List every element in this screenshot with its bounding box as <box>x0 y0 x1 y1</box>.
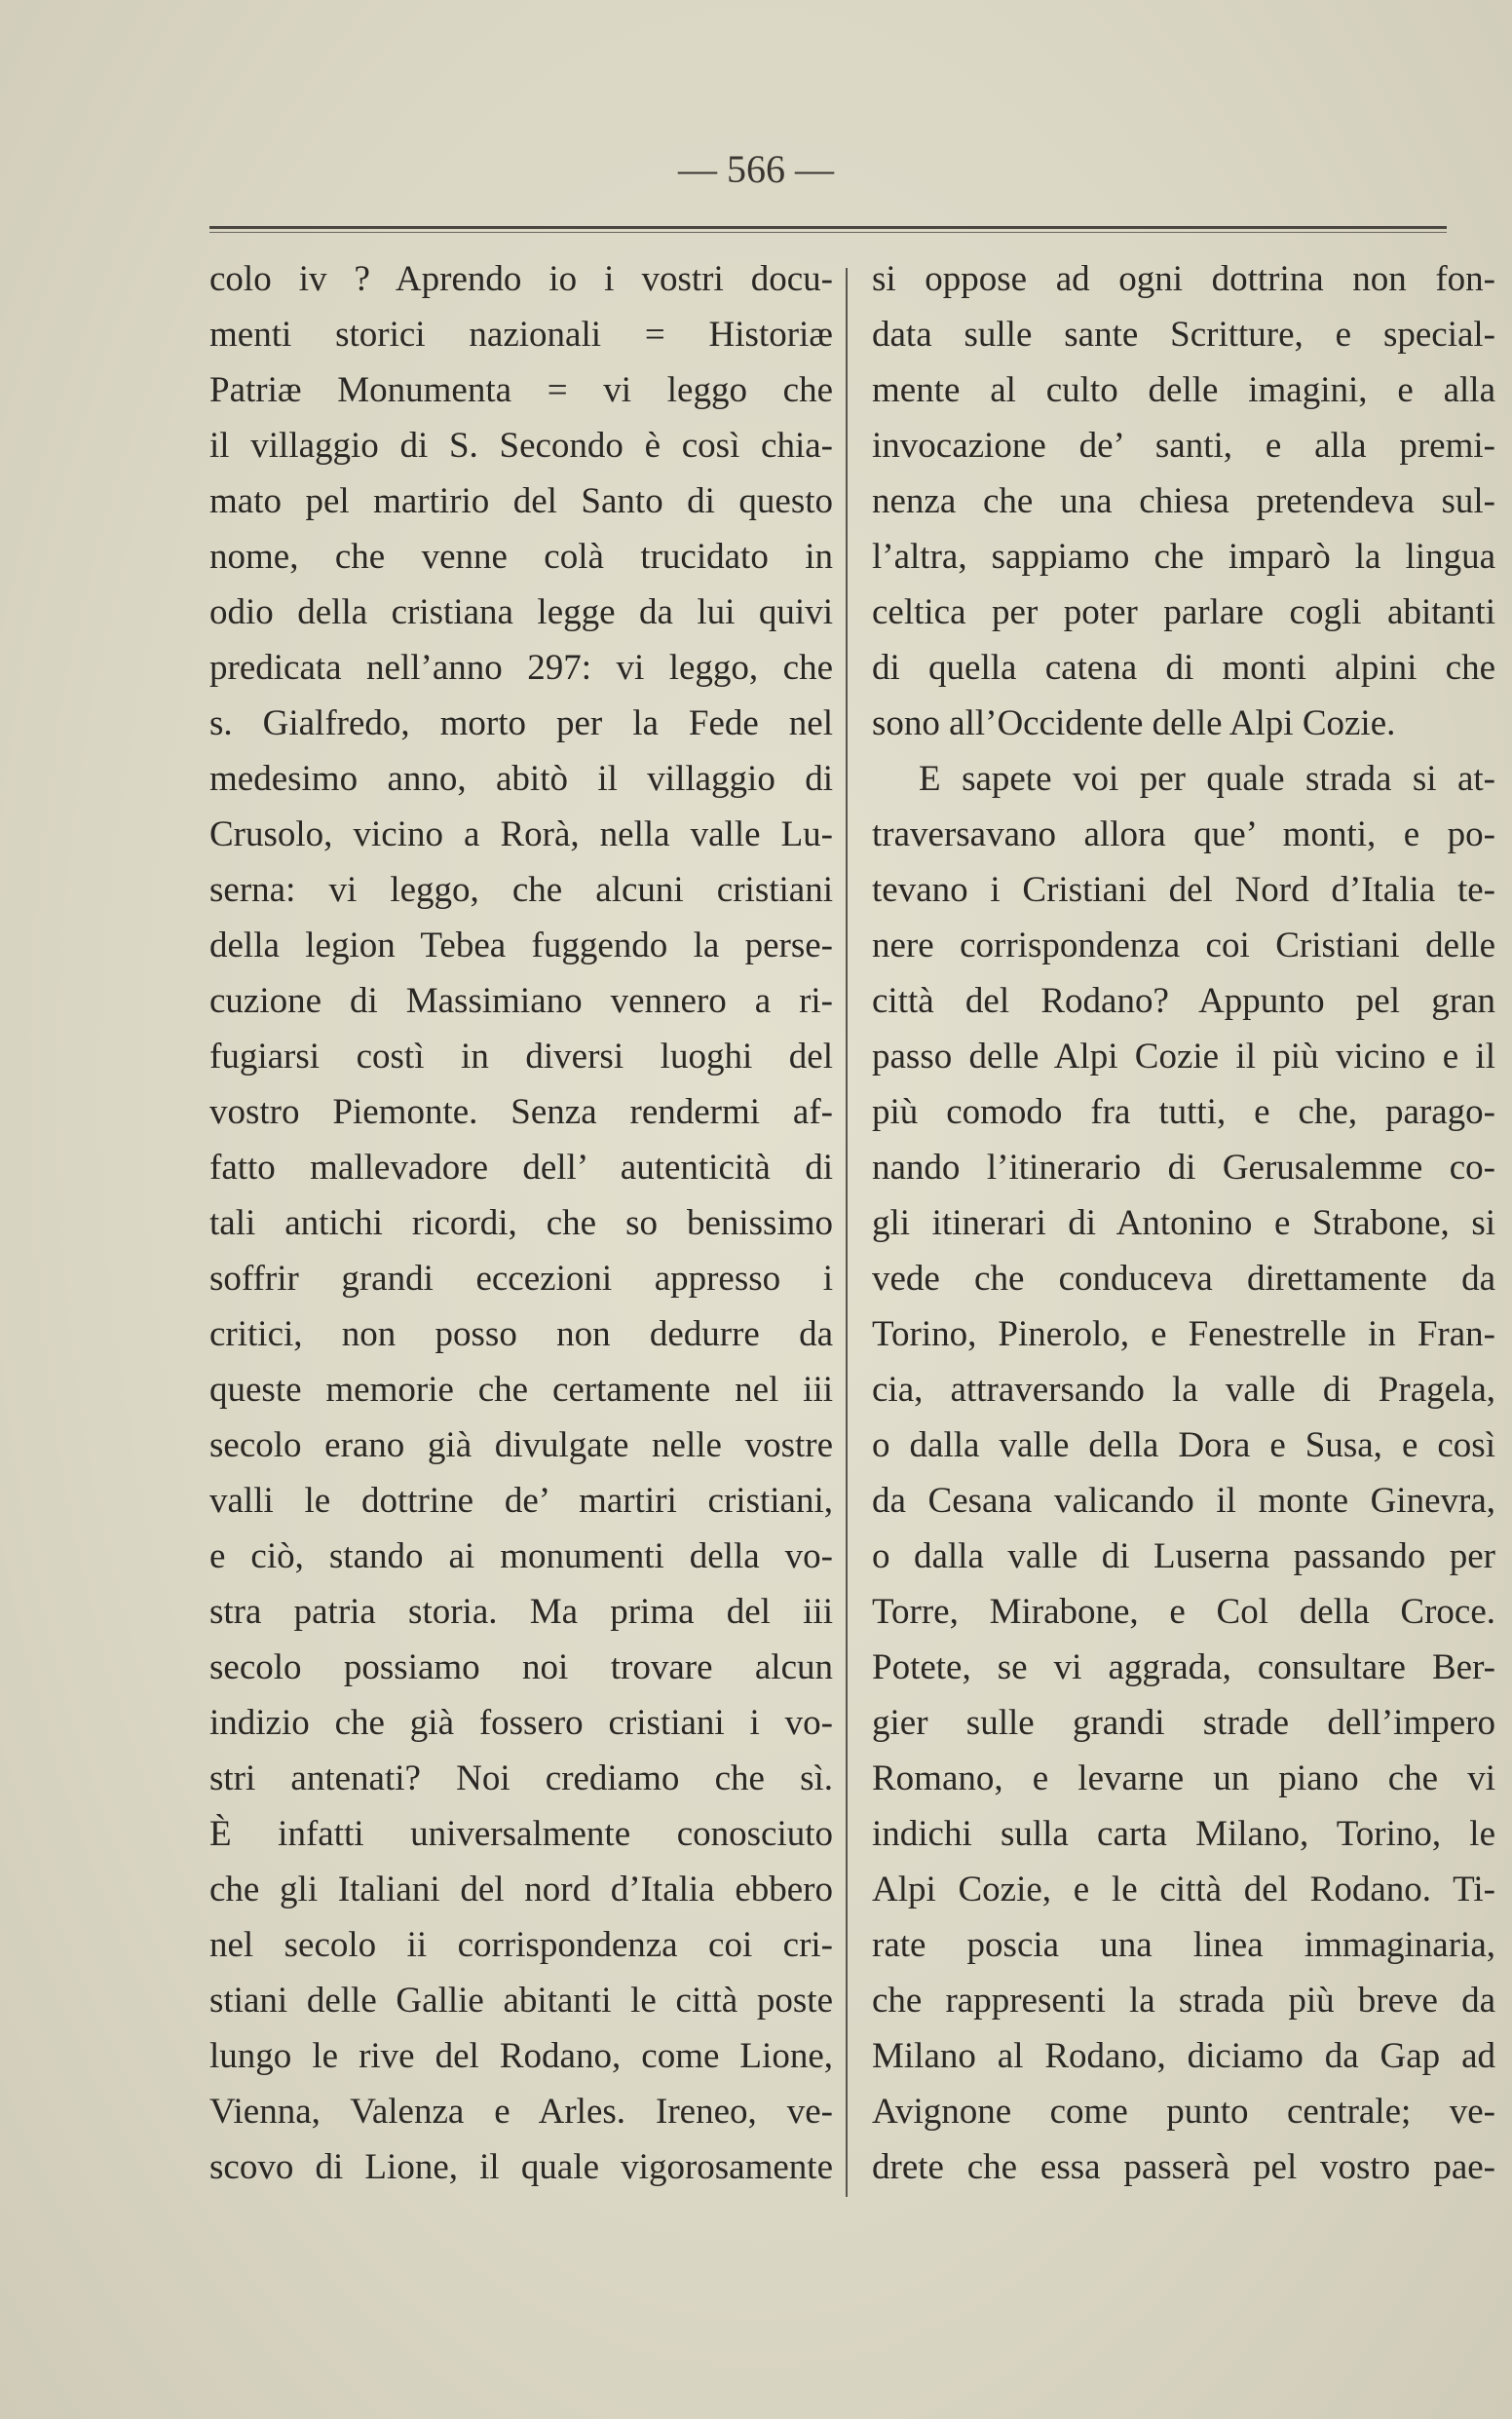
text-line: serna: vi leggo, che alcuni cristiani <box>209 870 833 910</box>
column-divider <box>846 268 848 2197</box>
text-line: il villaggio di S. Secondo è così chia- <box>209 426 833 466</box>
text-line: fatto mallevadore dell’ autenticità di <box>209 1148 833 1188</box>
text-line: che gli Italiani del nord d’Italia ebbero <box>209 1870 833 1909</box>
text-line: secolo erano già divulgate nelle vostre <box>209 1425 833 1465</box>
text-line: Patriæ Monumenta = vi leggo che <box>209 370 833 410</box>
text-line: Vienna, Valenza e Arles. Ireneo, ve- <box>209 2092 833 2132</box>
text-line: medesimo anno, abitò il villaggio di <box>209 759 833 799</box>
text-line: città del Rodano? Appunto pel gran <box>872 981 1495 1021</box>
text-line: stra patria storia. Ma prima del iii <box>209 1592 833 1632</box>
text-line: data sulle sante Scritture, e special- <box>872 315 1495 355</box>
text-line: gier sulle grandi strade dell’impero <box>872 1703 1495 1743</box>
text-line: stri antenati? Noi crediamo che sì. <box>209 1758 833 1798</box>
page-number: — 566 — <box>678 147 834 191</box>
text-line: secolo possiamo noi trovare alcun <box>209 1647 833 1687</box>
text-line: tali antichi ricordi, che so benissimo <box>209 1203 833 1243</box>
text-line: indichi sulla carta Milano, Torino, le <box>872 1814 1495 1854</box>
text-line: colo iv ? Aprendo io i vostri docu- <box>209 259 833 299</box>
text-line: È infatti universalmente conosciuto <box>209 1814 833 1854</box>
text-line: da Cesana valicando il monte Ginevra, <box>872 1481 1495 1521</box>
text-line: stiani delle Gallie abitanti le città poste <box>209 1981 833 2021</box>
text-line: si oppose ad ogni dottrina non fon- <box>872 259 1495 299</box>
text-line: Avignone come punto centrale; ve- <box>872 2092 1495 2132</box>
text-line: valli le dottrine de’ martiri cristiani, <box>209 1481 833 1521</box>
text-line: soffrir grandi eccezioni appresso i <box>209 1259 833 1299</box>
text-line: menti storici nazionali = Historiæ <box>209 315 833 355</box>
text-line: nando l’itinerario di Gerusalemme co- <box>872 1148 1495 1188</box>
text-line: nome, che venne colà trucidato in <box>209 537 833 577</box>
text-line: vostro Piemonte. Senza rendermi af- <box>209 1092 833 1132</box>
text-line: s. Gialfredo, morto per la Fede nel <box>209 703 833 743</box>
text-line: sono all’Occidente delle Alpi Cozie. <box>872 703 1396 743</box>
text-line: scovo di Lione, il quale vigorosamente <box>209 2147 833 2187</box>
header-rule <box>209 226 1447 233</box>
text-line: nere corrispondenza coi Cristiani delle <box>872 926 1495 965</box>
text-line: rate poscia una linea immaginaria, <box>872 1925 1495 1965</box>
text-line: o dalla valle della Dora e Susa, e così <box>872 1425 1495 1465</box>
text-line: più comodo fra tutti, e che, parago- <box>872 1092 1495 1132</box>
text-line: Crusolo, vicino a Rorà, nella valle Lu- <box>209 814 833 854</box>
text-line: vede che conduceva direttamente da <box>872 1259 1495 1299</box>
text-line: l’altra, sappiamo che imparò la lingua <box>872 537 1495 577</box>
text-line: traversavano allora que’ monti, e po- <box>872 814 1495 854</box>
text-line: Romano, e levarne un piano che vi <box>872 1758 1495 1798</box>
text-line: drete che essa passerà pel vostro pae- <box>872 2147 1495 2187</box>
text-line: di quella catena di monti alpini che <box>872 648 1495 688</box>
text-line: Alpi Cozie, e le città del Rodano. Ti- <box>872 1870 1495 1909</box>
text-line: tevano i Cristiani del Nord d’Italia te- <box>872 870 1495 910</box>
text-line: celtica per poter parlare cogli abitanti <box>872 592 1495 632</box>
text-line: o dalla valle di Luserna passando per <box>872 1536 1495 1576</box>
text-line: Torino, Pinerolo, e Fenestrelle in Fran- <box>872 1314 1495 1354</box>
text-line: passo delle Alpi Cozie il più vicino e il <box>872 1037 1495 1077</box>
text-line: fugiarsi costì in diversi luoghi del <box>209 1037 833 1077</box>
text-line: critici, non posso non dedurre da <box>209 1314 833 1354</box>
text-line: e ciò, stando ai monumenti della vo- <box>209 1536 833 1576</box>
text-line: Milano al Rodano, diciamo da Gap ad <box>872 2036 1495 2076</box>
text-line: mato pel martirio del Santo di questo <box>209 481 833 521</box>
text-line: nel secolo ii corrispondenza coi cri- <box>209 1925 833 1965</box>
left-column <box>209 251 833 2195</box>
text-line: indizio che già fossero cristiani i vo- <box>209 1703 833 1743</box>
text-line: predicata nell’anno 297: vi leggo, che <box>209 648 833 688</box>
text-line: E sapete voi per quale strada si at- <box>919 759 1495 799</box>
text-line: lungo le rive del Rodano, come Lione, <box>209 2036 833 2076</box>
text-line: che rappresenti la strada più breve da <box>872 1981 1495 2021</box>
text-line: della legion Tebea fuggendo la perse- <box>209 926 833 965</box>
text-line: nenza che una chiesa pretendeva sul- <box>872 481 1495 521</box>
text-line: mente al culto delle imagini, e alla <box>872 370 1495 410</box>
text-line: queste memorie che certamente nel iii <box>209 1370 833 1410</box>
text-line: cuzione di Massimiano vennero a ri- <box>209 981 833 1021</box>
text-line: odio della cristiana legge da lui quivi <box>209 592 833 632</box>
text-line: invocazione de’ santi, e alla premi- <box>872 426 1495 466</box>
text-line: Potete, se vi aggrada, consultare Ber- <box>872 1647 1495 1687</box>
right-column <box>872 251 1495 2195</box>
text-line: Torre, Mirabone, e Col della Croce. <box>872 1592 1495 1632</box>
text-line: gli itinerari di Antonino e Strabone, si <box>872 1203 1495 1243</box>
text-line: cia, attraversando la valle di Pragela, <box>872 1370 1495 1410</box>
